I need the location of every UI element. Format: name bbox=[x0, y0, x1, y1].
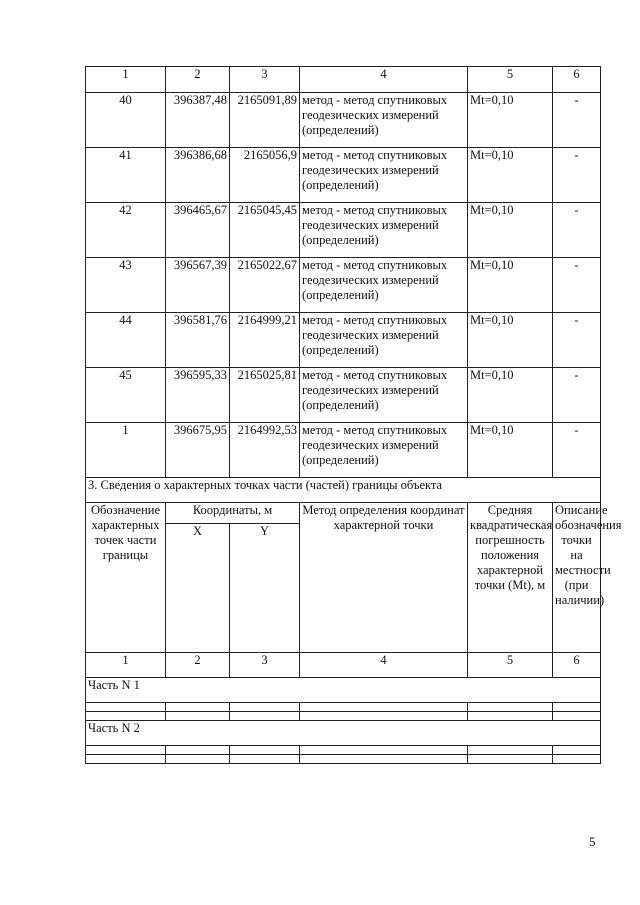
point-id: 44 bbox=[86, 313, 166, 368]
section-heading-row bbox=[86, 478, 601, 503]
column-number-row bbox=[86, 67, 601, 93]
table-row bbox=[86, 148, 601, 203]
empty-row bbox=[86, 712, 601, 721]
part-heading-row bbox=[86, 678, 601, 703]
col-number: 2 bbox=[166, 653, 230, 678]
description: - bbox=[553, 313, 601, 368]
point-id: 1 bbox=[86, 423, 166, 478]
mt-error: Mt=0,10 bbox=[468, 423, 553, 478]
section-title: 3. Сведения о характерных точках части (частей) границы объекта bbox=[86, 478, 601, 503]
point-id: 42 bbox=[86, 203, 166, 258]
col-number: 6 bbox=[553, 67, 601, 93]
coord-y: 2165091,89 bbox=[230, 93, 300, 148]
col-number: 3 bbox=[230, 67, 300, 93]
table-row bbox=[86, 368, 601, 423]
mt-error: Mt=0,10 bbox=[468, 148, 553, 203]
header-point: Обозначение характерных точек части границы bbox=[86, 503, 166, 653]
coord-x: 396581,76 bbox=[166, 313, 230, 368]
col-number: 5 bbox=[468, 67, 553, 93]
method: метод - метод спутниковых геодезических измерений (определений) bbox=[300, 258, 468, 313]
empty-row bbox=[86, 746, 601, 755]
description: - bbox=[553, 368, 601, 423]
coord-y: 2165025,81 bbox=[230, 368, 300, 423]
coord-x: 396387,48 bbox=[166, 93, 230, 148]
method: метод - метод спутниковых геодезических измерений (определений) bbox=[300, 93, 468, 148]
method: метод - метод спутниковых геодезических измерений (определений) bbox=[300, 148, 468, 203]
header-x: X bbox=[166, 524, 230, 653]
table-row bbox=[86, 423, 601, 478]
col-number: 3 bbox=[230, 653, 300, 678]
part-heading-row bbox=[86, 721, 601, 746]
column-number-row bbox=[86, 653, 601, 678]
description: - bbox=[553, 93, 601, 148]
part-label: Часть N 1 bbox=[86, 678, 601, 703]
table-row bbox=[86, 258, 601, 313]
coord-x: 396675,95 bbox=[166, 423, 230, 478]
method: метод - метод спутниковых геодезических измерений (определений) bbox=[300, 368, 468, 423]
method: метод - метод спутниковых геодезических измерений (определений) bbox=[300, 313, 468, 368]
mt-error: Mt=0,10 bbox=[468, 203, 553, 258]
coord-x: 396386,68 bbox=[166, 148, 230, 203]
mt-error: Mt=0,10 bbox=[468, 258, 553, 313]
part-label: Часть N 2 bbox=[86, 721, 601, 746]
col-number: 1 bbox=[86, 653, 166, 678]
table-row bbox=[86, 93, 601, 148]
description: - bbox=[553, 258, 601, 313]
point-id: 40 bbox=[86, 93, 166, 148]
header-method: Метод определения координат характерной точки bbox=[300, 503, 468, 653]
table-row bbox=[86, 203, 601, 258]
empty-row bbox=[86, 755, 601, 764]
boundary-points-table bbox=[85, 66, 622, 764]
description: - bbox=[553, 203, 601, 258]
col-number: 4 bbox=[300, 67, 468, 93]
description: - bbox=[553, 148, 601, 203]
method: метод - метод спутниковых геодезических измерений (определений) bbox=[300, 423, 468, 478]
header-y: Y bbox=[230, 524, 300, 653]
mt-error: Mt=0,10 bbox=[468, 313, 553, 368]
col-number: 6 bbox=[553, 653, 601, 678]
header-description: Описание обозначения точки на местности (при наличии) bbox=[553, 503, 601, 653]
col-number: 1 bbox=[86, 67, 166, 93]
point-id: 43 bbox=[86, 258, 166, 313]
header-error: Средняя квадратическая погрешность положения характерной точки (Mt), м bbox=[468, 503, 553, 653]
table-row bbox=[86, 313, 601, 368]
header-coordinates: Координаты, м bbox=[166, 503, 300, 524]
coord-x: 396567,39 bbox=[166, 258, 230, 313]
method: метод - метод спутниковых геодезических измерений (определений) bbox=[300, 203, 468, 258]
coord-y: 2164992,53 bbox=[230, 423, 300, 478]
coord-x: 396465,67 bbox=[166, 203, 230, 258]
empty-row bbox=[86, 703, 601, 712]
mt-error: Mt=0,10 bbox=[468, 93, 553, 148]
coord-y: 2165022,67 bbox=[230, 258, 300, 313]
point-id: 41 bbox=[86, 148, 166, 203]
col-number: 4 bbox=[300, 653, 468, 678]
section-header-row bbox=[86, 503, 601, 524]
coord-y: 2165045,45 bbox=[230, 203, 300, 258]
coord-x: 396595,33 bbox=[166, 368, 230, 423]
col-number: 2 bbox=[166, 67, 230, 93]
col-number: 5 bbox=[468, 653, 553, 678]
point-id: 45 bbox=[86, 368, 166, 423]
mt-error: Mt=0,10 bbox=[468, 368, 553, 423]
description: - bbox=[553, 423, 601, 478]
page-number: 5 bbox=[589, 834, 596, 849]
coord-y: 2165056,9 bbox=[230, 148, 300, 203]
coord-y: 2164999,21 bbox=[230, 313, 300, 368]
